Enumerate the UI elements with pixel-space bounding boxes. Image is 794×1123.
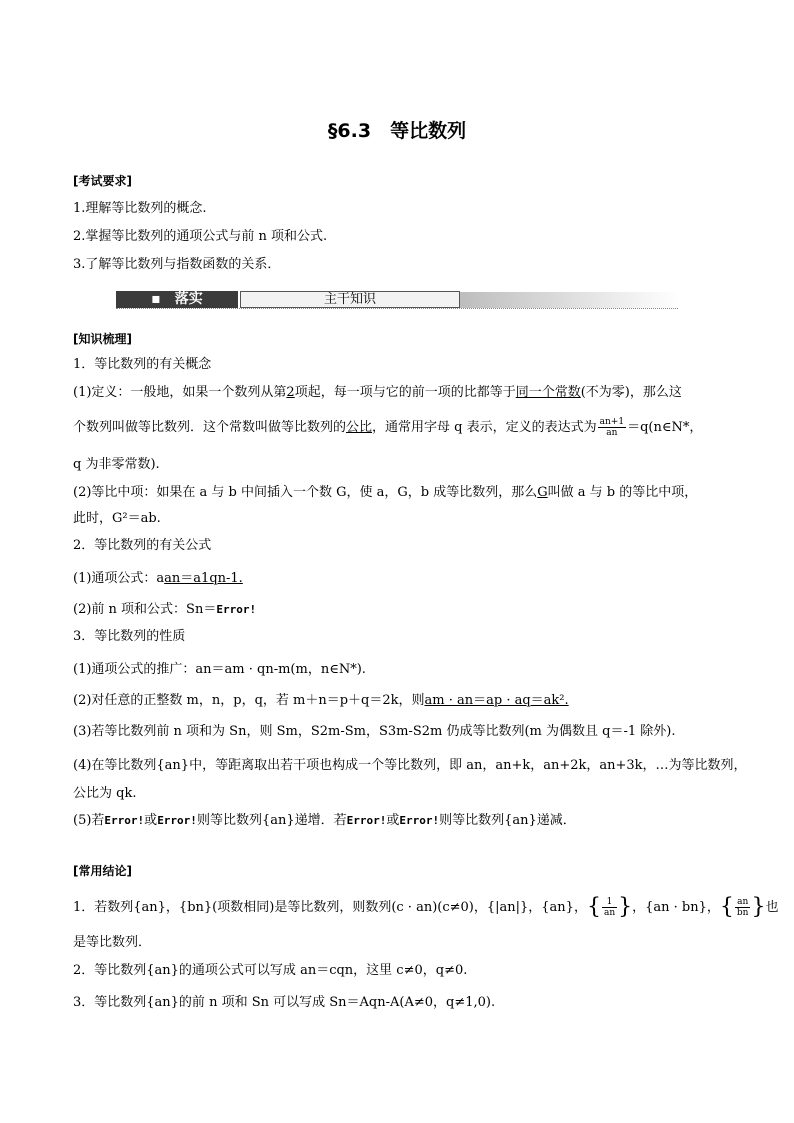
sum-label: (2)前 n 项和公式：S xyxy=(73,602,195,617)
p5-error-3: Error! xyxy=(346,814,387,827)
definition-line-2 xyxy=(73,417,702,438)
p5-text-b-2: 或 xyxy=(386,813,400,828)
sum-formula: (2)前 n 项和公式：Sn＝Error! xyxy=(73,602,257,617)
conclusion-3: 3．等比数列{an}的前 n 项和 Sn 可以写成 Sn＝Aqn-A(A≠0，q≠1,0). xyxy=(73,995,496,1010)
sum-error: Error! xyxy=(216,603,257,616)
section-banner xyxy=(116,290,678,310)
def-text-b: 项起，每一项与它的前一项的比都等于 xyxy=(294,385,516,400)
definition-line-3: q 为非零常数). xyxy=(73,457,160,472)
def-text-a: (1)定义：一般地，如果一个数列从第 xyxy=(73,385,287,400)
p5-text-a: (5)若 xyxy=(73,813,105,828)
def-text-c: (不为零)，那么这 xyxy=(580,385,682,400)
definition-line-1 xyxy=(73,384,682,402)
section-3-title: 3．等比数列的性质 xyxy=(73,629,186,644)
p5-text-c: 则等比数列{an}递增．若 xyxy=(196,813,347,828)
mid-text-a: (2)等比中项：如果在 a 与 b 中间插入一个数 G，使 a，G，b 成等比数列，那么 xyxy=(73,485,538,500)
general-term-formula xyxy=(73,570,243,588)
p2-text-a: (2)对任意的正整数 m，n，p，q，若 m＋n＝p＋q＝2k，则 xyxy=(73,693,425,708)
quotient-denominator: bn xyxy=(736,908,749,918)
def2-text-c: ＝q(n∈N*， xyxy=(627,420,703,435)
p5-error-1: Error! xyxy=(104,814,145,827)
banner-dark-label: ▪ 落实 xyxy=(116,291,238,308)
def-start-term: 2 xyxy=(286,385,295,400)
section-2-title: 2．等比数列的有关公式 xyxy=(73,538,212,553)
conclusion-1: 1．若数列{an}，{bn}(项数相同)是等比数列，则数列(c · an)(c≠0)，{|an|}，{an}，{ $\frac{1}{an}$ }，{an · bn}，{ $\frac{an}{bn}$ }也 xyxy=(73,894,779,920)
banner-light-label: 主干知识 xyxy=(240,291,460,308)
mid-text-b: 叫做 a 与 b 的等比中项， xyxy=(547,485,698,500)
gen-label: (1)通项公式：a xyxy=(73,571,165,586)
banner-gradient xyxy=(460,292,678,308)
property-1: (1)通项公式的推广：an＝am · qn-m(m，n∈N*). xyxy=(73,662,366,677)
reciprocal-fraction xyxy=(602,897,617,918)
mid-g: G xyxy=(537,485,548,500)
page-title: §6.3 等比数列 xyxy=(327,120,467,142)
quotient-fraction xyxy=(735,897,751,918)
reciprocal-denominator: an xyxy=(603,908,616,918)
conclusion-2: 2．等比数列{an}的通项公式可以写成 an＝cqn，这里 c≠0，q≠0. xyxy=(73,963,468,978)
p5-text-d: 则等比数列{an}递减． xyxy=(439,813,576,828)
property-2 xyxy=(73,692,569,710)
geometric-mean-line-1 xyxy=(73,484,697,502)
p5-error-2: Error! xyxy=(157,814,197,827)
property-5 xyxy=(73,812,576,830)
knowledge-header: [知识梳理] xyxy=(73,332,132,346)
def2-text-a: 个数列叫做等比数列．这个常数叫做等比数列的 xyxy=(73,420,347,435)
requirement-3: 3.了解等比数列与指数函数的关系． xyxy=(73,257,281,272)
conclusions-header: [常用结论] xyxy=(73,864,132,878)
quotient-numerator: an xyxy=(735,897,751,908)
exam-requirements-header: [考试要求] xyxy=(73,174,132,188)
requirement-1: 1.理解等比数列的概念. xyxy=(73,201,207,216)
geometric-mean-line-2: 此时，G²＝ab. xyxy=(73,511,161,526)
common-ratio-term: 公比 xyxy=(346,420,373,435)
def-constant: 同一个常数 xyxy=(515,385,581,400)
conclusion-1-line-2: 是等比数列． xyxy=(73,935,152,950)
section-1-title: 1．等比数列的有关概念 xyxy=(73,357,212,372)
fraction-numerator: an+1 xyxy=(599,417,625,427)
gen-formula: an＝a1qn-1. xyxy=(164,571,243,586)
c1-text-b: 也 xyxy=(765,900,779,915)
c1-text-a: 1．若数列{an}，{bn}(项数相同)是等比数列，则数列(c · an)(c≠0)，{|an|}，{a xyxy=(73,900,558,915)
fraction-denominator: an xyxy=(606,428,618,438)
def2-text-b: ，通常用字母 q 表示，定义的表达式为 xyxy=(372,420,597,435)
definition-fraction xyxy=(598,417,626,438)
reciprocal-numerator: 1 xyxy=(602,897,617,908)
p2-formula: am · an＝ap · aq＝ak². xyxy=(424,693,569,708)
banner-rule xyxy=(116,308,678,309)
property-4: (4)在等比数列{an}中，等距离取出若干项也构成一个等比数列，即 an，an+k，an+2k，an+3k，…为等比数列， xyxy=(73,758,747,773)
property-4-ratio: 公比为 qk. xyxy=(73,786,137,801)
p5-error-4: Error! xyxy=(399,814,440,827)
p5-text-b: 或 xyxy=(144,813,158,828)
property-3: (3)若等比数列前 n 项和为 Sn，则 Sm，S2m-Sm，S3m-S2m 仍成等比数列(m 为偶数且 q＝-1 除外). xyxy=(73,724,676,739)
requirement-2: 2.掌握等比数列的通项公式与前 n 项和公式. xyxy=(73,229,328,244)
